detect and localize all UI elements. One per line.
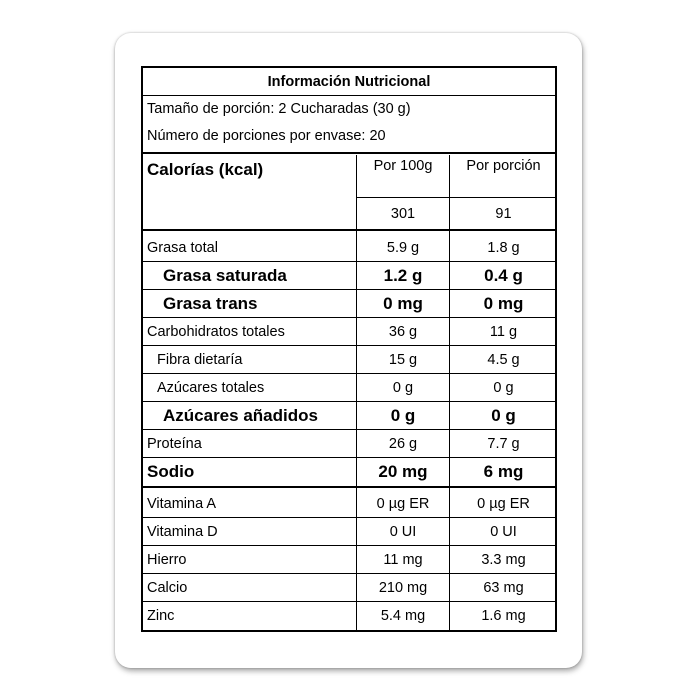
divider [143, 429, 555, 430]
nutrient-per-serving: 0 mg [483, 294, 524, 313]
micronutrient-name: Calcio [147, 580, 188, 596]
nutrient-name: Grasa saturada [163, 266, 287, 285]
nutrient-per-100g: 0 mg [383, 294, 423, 313]
micronutrient-name: Hierro [147, 552, 187, 568]
nutrient-per-100g: 5.9 g [386, 240, 420, 256]
nutrient-name: Grasa total [147, 240, 218, 256]
micronutrient-per-100g: 0 UI [389, 524, 417, 540]
divider [143, 601, 555, 602]
micronutrient-per-serving: 1.6 mg [481, 608, 526, 624]
divider [143, 261, 555, 262]
nutrient-per-serving: 0 g [493, 380, 514, 396]
nutrient-per-serving: 4.5 g [487, 352, 520, 368]
divider-thick [143, 229, 555, 231]
divider [143, 401, 555, 402]
nutrient-per-100g: 1.2 g [383, 266, 423, 285]
micronutrient-per-serving: 3.3 mg [481, 552, 526, 568]
nutrient-per-100g: 0 g [390, 406, 416, 425]
nutrition-facts-table [141, 66, 557, 632]
servings-per-container: Número de porciones por envase: 20 [147, 128, 386, 144]
micronutrient-per-serving: 0 UI [490, 524, 517, 540]
divider [143, 573, 555, 574]
nutrient-per-serving: 11 g [489, 324, 518, 340]
divider [143, 317, 555, 318]
nutrient-per-100g: 20 mg [378, 462, 428, 481]
nutrient-name: Azúcares añadidos [163, 406, 318, 425]
table-title: Información Nutricional [267, 74, 431, 90]
nutrient-per-serving: 0.4 g [484, 266, 523, 285]
micronutrient-per-100g: 0 µg ER [376, 496, 430, 512]
nutrient-name: Grasa trans [163, 294, 258, 313]
micronutrient-name: Zinc [147, 608, 175, 624]
nutrient-name: Proteína [147, 436, 202, 452]
divider-thick [143, 486, 555, 488]
nutrient-name: Fibra dietaría [157, 352, 243, 368]
serving-size: Tamaño de porción: 2 Cucharadas (30 g) [147, 101, 411, 117]
nutrient-per-serving: 7.7 g [487, 436, 520, 452]
calories-per-100g: 301 [390, 206, 416, 222]
nutrient-name: Sodio [147, 462, 195, 481]
micronutrient-per-serving: 0 µg ER [477, 496, 530, 512]
column-header-per-100g: Por 100g [373, 158, 433, 174]
nutrient-per-serving: 1.8 g [487, 240, 520, 256]
nutrient-per-100g: 0 g [392, 380, 414, 396]
micronutrient-name: Vitamina D [147, 524, 218, 540]
micronutrient-per-100g: 5.4 mg [380, 608, 426, 624]
column-header-per-serving: Por porción [466, 158, 541, 174]
micronutrient-per-100g: 210 mg [378, 580, 428, 596]
nutrient-per-100g: 36 g [388, 324, 418, 340]
nutrient-name: Azúcares totales [157, 380, 265, 396]
nutrient-per-serving: 6 mg [483, 462, 524, 481]
nutrient-name: Carbohidratos totales [147, 324, 285, 340]
calories-label: Calorías (kcal) [147, 160, 264, 179]
divider [143, 95, 555, 96]
divider [143, 457, 555, 458]
divider [143, 517, 555, 518]
divider-thick [143, 152, 555, 154]
calories-per-serving: 91 [495, 206, 512, 222]
divider [143, 345, 555, 346]
divider [143, 289, 555, 290]
divider [143, 545, 555, 546]
nutrient-per-100g: 26 g [388, 436, 418, 452]
divider [143, 373, 555, 374]
divider [356, 197, 555, 198]
micronutrient-name: Vitamina A [147, 496, 217, 512]
micronutrient-per-serving: 63 mg [483, 580, 524, 596]
micronutrient-per-100g: 11 mg [383, 552, 423, 568]
nutrient-per-100g: 15 g [388, 352, 418, 368]
nutrient-per-serving: 0 g [491, 406, 516, 425]
